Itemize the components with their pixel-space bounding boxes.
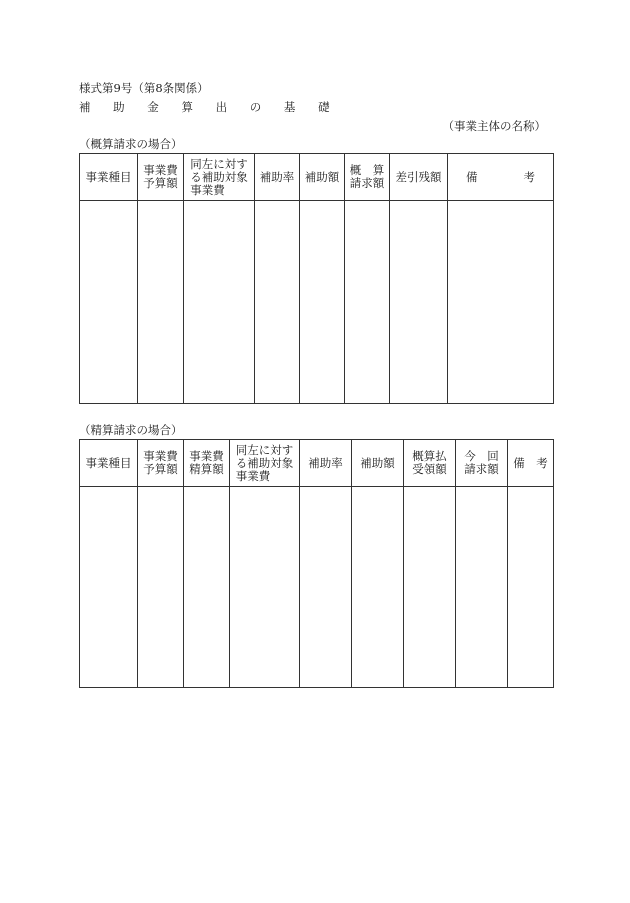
column-header: 差引残額: [390, 154, 448, 201]
table-header-row: [80, 154, 554, 201]
section-label-settlement: （精算請求の場合）: [79, 423, 183, 437]
table-cell[interactable]: [138, 487, 184, 688]
table-cell[interactable]: [255, 201, 300, 404]
column-header: 補助率: [300, 440, 352, 487]
table-cell[interactable]: [352, 487, 404, 688]
column-header: 事業費 予算額: [138, 440, 184, 487]
column-header: 概算払 受領額: [404, 440, 456, 487]
entity-name-label: （事業主体の名称）: [442, 119, 546, 133]
table-cell[interactable]: [230, 487, 300, 688]
table-cell[interactable]: [300, 487, 352, 688]
table-cell[interactable]: [404, 487, 456, 688]
column-header: 今 回 請求額: [456, 440, 508, 487]
column-header: 備 考: [508, 440, 554, 487]
column-header: 事業費 精算額: [184, 440, 230, 487]
table-cell[interactable]: [184, 201, 255, 404]
estimate-claim-table: [79, 153, 554, 404]
table-cell[interactable]: [390, 201, 448, 404]
table-cell[interactable]: [345, 201, 390, 404]
column-header: 補助額: [300, 154, 345, 201]
column-header: 同左に対す る補助対象 事業費: [184, 154, 255, 201]
table-cell[interactable]: [80, 201, 138, 404]
table-cell[interactable]: [80, 487, 138, 688]
column-header: 事業費 予算額: [138, 154, 184, 201]
column-header: 概 算 請求額: [345, 154, 390, 201]
table-cell[interactable]: [448, 201, 554, 404]
table-cell[interactable]: [184, 487, 230, 688]
table-row: [80, 487, 554, 688]
column-header: 事業種目: [80, 440, 138, 487]
settlement-claim-table: [79, 439, 554, 688]
table-cell[interactable]: [456, 487, 508, 688]
column-header: 補助率: [255, 154, 300, 201]
table-header-row: [80, 440, 554, 487]
table-cell[interactable]: [138, 201, 184, 404]
form-number: 様式第9号（第8条関係）: [79, 81, 209, 95]
document-title: 補 助 金 算 出 の 基 礎: [79, 100, 340, 114]
column-header: 同左に対す る補助対象 事業費: [230, 440, 300, 487]
table-cell[interactable]: [300, 201, 345, 404]
table-cell[interactable]: [508, 487, 554, 688]
section-label-estimate: （概算請求の場合）: [79, 137, 183, 151]
column-header: 備 考: [448, 154, 554, 201]
column-header: 事業種目: [80, 154, 138, 201]
table-row: [80, 201, 554, 404]
column-header: 補助額: [352, 440, 404, 487]
